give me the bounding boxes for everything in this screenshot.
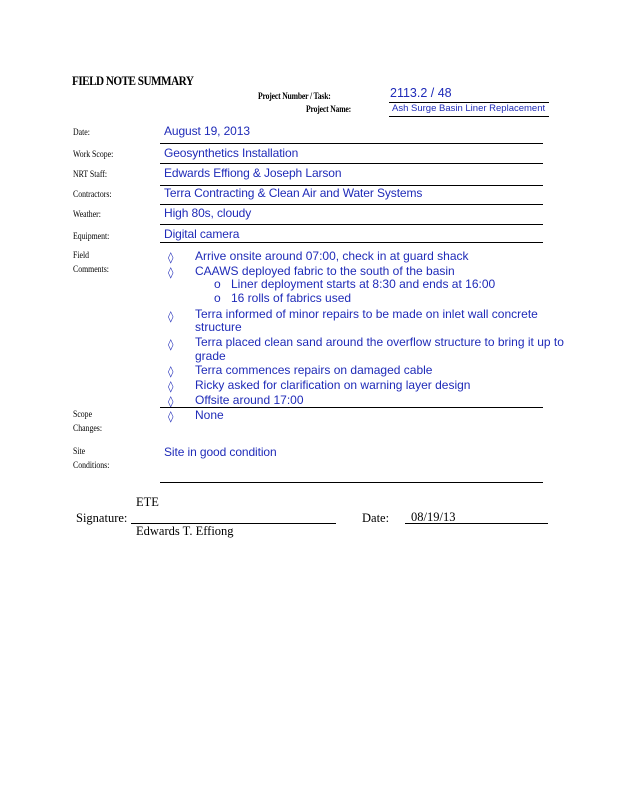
weather-underline [160,224,543,225]
equipment-underline [160,242,543,243]
weather-label: Weather: [73,210,101,220]
project-name-value: Ash Surge Basin Liner Replacement [392,103,546,114]
bullet-icon: ◊ [168,395,174,408]
comment-item: Terra informed of minor repairs to be made on inlet wall concrete [195,307,538,321]
comment-item: Ricky asked for clarification on warning layer design [195,378,471,392]
comment-item: Arrive onsite around 07:00, check in at guard shack [195,249,469,263]
signature-date-label: Date: [362,511,390,525]
date-value: August 19, 2013 [164,124,250,138]
comment-item: CAAWS deployed fabric to the south of the basin [195,264,455,278]
site-conditions-underline [160,482,543,483]
equipment-label: Equipment: [73,232,110,242]
site-conditions-label-line2: Conditions: [73,461,110,471]
project-number-value: 2113.2 / 48 [390,86,452,100]
work-scope-value: Geosynthetics Installation [164,146,299,160]
comment-item: Terra placed clean sand around the overflow structure to bring it up to [195,335,564,349]
comment-item-continued: structure [195,320,242,334]
comment-sub-item: Liner deployment starts at 8:30 and ends at 16:00 [231,277,496,291]
weather-value: High 80s, cloudy [164,206,252,220]
bullet-icon: ◊ [168,410,174,423]
bullet-icon: ◊ [168,380,174,393]
site-conditions-label-line1: Site [73,447,86,457]
bullet-icon: ◊ [168,251,174,264]
signature-date-value: 08/19/13 [411,510,456,524]
comment-sub-item: 16 rolls of fabrics used [231,291,352,305]
scope-changes-label-line2: Changes: [73,424,102,434]
work-scope-label: Work Scope: [73,150,114,160]
signature-label: Signature: [76,511,128,525]
comment-item-continued: grade [195,349,226,363]
scope-changes-label-line1: Scope [73,410,93,420]
field-comments-label-line2: Comments: [73,265,109,275]
sub-bullet-icon: o [214,291,221,305]
bullet-icon: ◊ [168,310,174,323]
bullet-icon: ◊ [168,266,174,279]
date-label: Date: [73,128,90,138]
work-scope-underline [160,163,543,164]
comment-item: Offsite around 17:00 [195,393,304,407]
form-title: FIELD NOTE SUMMARY [72,73,194,88]
comment-item: Terra commences repairs on damaged cable [195,363,433,377]
date-underline [160,143,543,144]
contractors-value: Terra Contracting & Clean Air and Water Systems [164,186,423,200]
contractors-underline [160,204,543,205]
project-name-underline [389,116,549,117]
nrt-staff-value: Edwards Effiong & Joseph Larson [164,166,342,180]
scope-changes-value: None [195,408,224,422]
signature-date-line [405,523,548,524]
equipment-value: Digital camera [164,227,240,241]
bullet-icon: ◊ [168,338,174,351]
bullet-icon: ◊ [168,365,174,378]
sub-bullet-icon: o [214,277,221,291]
field-comments-label-line1: Field [73,251,90,261]
signature-name: Edwards T. Effiong [136,524,234,538]
contractors-label: Contractors: [73,190,112,200]
site-conditions-value: Site in good condition [164,445,277,459]
nrt-staff-label: NRT Staff: [73,170,108,180]
project-number-label: Project Number / Task: [258,91,331,101]
project-name-label: Project Name: [306,104,352,114]
signature-initials: ETE [136,495,159,509]
